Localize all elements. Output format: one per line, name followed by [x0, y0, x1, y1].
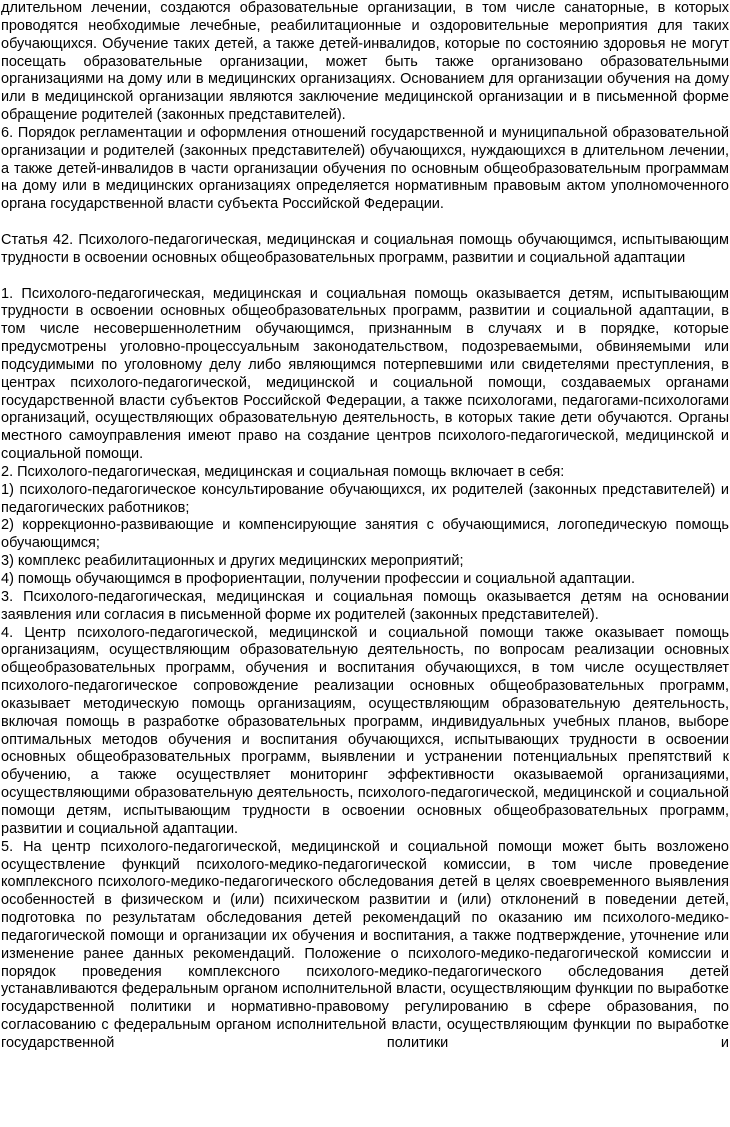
list-item-1: 1) психолого-педагогическое консультирование обучающихся, их родителей (законных представителей) и педагогических работников; [1, 481, 729, 516]
blank-line [1, 268, 729, 286]
paragraph-item-2: 2. Психолого-педагогическая, медицинская и социальная помощь включает в себя: [1, 463, 565, 480]
paragraph-item-3: 3. Психолого-педагогическая, медицинская и социальная помощь оказывается детям на основании заявления или согласия в письменной форме их родителей (законных представителей). [1, 588, 729, 623]
blank-line [1, 214, 729, 232]
paragraph-item-6: 6. Порядок регламентации и оформления отношений государственной и муниципальной образовательной организации и родителей (законных представителей) обучающихся, нуждающихся в длительном лечении, а также детей-инвалидов в части организации обучения по основным общеобразовательным программам на дому или в медицинских организациях определяется нормативным правовым актом уполномоченного органа государственной власти субъекта Российской Федерации. [1, 124, 729, 213]
list-item-3: 3) комплекс реабилитационных и других медицинских мероприятий; [1, 553, 464, 570]
paragraph-item-1: 1. Психолого-педагогическая, медицинская и социальная помощь оказывается детям, испытывающим трудности в освоении основных общеобразовательных программ, развитии и социальной адаптации, в том числе несовершеннолетним обучающимся, признанным в случаях и в порядке, которые предусмотрены уголовно-процессуальным законодательством, подозреваемыми, обвиняемыми или подсудимыми по уголовному делу либо являющимся потерпевшими или свидетелями преступления, в центрах психолого-педагогической, медицинской и социальной помощи, создаваемых органами государственной власти субъектов Российской Федерации, а также психологами, педагогами-психологами организаций, осуществляющих образовательную деятельность, в которых такие дети обучаются. Органы местного самоуправления имеют право на создание центров психолого-педагогической, медицинской и социальной помощи. [1, 285, 729, 463]
paragraph-item-4: 4. Центр психолого-педагогической, медицинской и социальной помощи также оказывает помощь организациям, осуществляющим образовательную деятельность, по вопросам реализации основных общеобразовательных программ, обучения и воспитания обучающихся, в том числе осуществляет психолого-педагогическое сопровождение реализации основных общеобразовательных программ, оказывает методическую помощь организациям, осуществляющим образовательную деятельность, включая помощь в разработке образовательных программ, индивидуальных учебных планов, выборе оптимальных методов обучения и воспитания обучающихся, испытывающих трудности в освоении основных общеобразовательных программ, выявлении и устранении потенциальных препятствий к обучению, а также осуществляет мониторинг эффективности оказываемой организациями, осуществляющими образовательную деятельность, психолого-педагогической, медицинской и социальной помощи детям, испытывающим трудности в освоении основных общеобразовательных программ, развитии и социальной адаптации. [1, 624, 729, 837]
paragraph-item-5: 5. На центр психолого-педагогической, медицинской и социальной помощи может быть возложено осуществление функций психолого-медико-педагогической комиссии, в том числе проведение комплексного психолого-медико-педагогического обследования детей в целях своевременного выявления особенностей в физическом и (или) психическом развитии и (или) отклонений в поведении детей, подготовка по результатам обследования детей рекомендаций по оказанию им психолого-медико-педагогической помощи и организации их обучения и воспитания, а также подтверждение, уточнение или изменение ранее данных рекомендаций. Положение о психолого-медико-педагогической комиссии и порядок проведения комплексного психолого-медико-педагогического обследования детей устанавливаются федеральным органом исполнительной власти, осуществляющим функции по выработке государственной политики и нормативно-правовому регулированию в сфере образования, по согласованию с федеральным органом исполнительной власти, осуществляющим функции по выработке государственной политики и [1, 838, 729, 1051]
paragraph-continuation: длительном лечении, создаются образовательные организации, в том числе санаторные, в которых проводятся необходимые лечебные, реабилитационные и оздоровительные мероприятия для таких обучающихся. Обучение таких детей, а также детей-инвалидов, которые по состоянию здоровья не могут посещать образовательные организации, может быть также организовано образовательными организациями на дому или в медицинских организациях. Основанием для организации обучения на дому или в медицинской организации являются заключение медицинской организации и в письменной форме обращение родителей (законных представителей). [1, 0, 729, 124]
article-42-title: Статья 42. Психолого-педагогическая, медицинская и социальная помощь обучающимся, испытывающим трудности в освоении основных общеобразовательных программ, развитии и социальной адаптации [1, 231, 729, 266]
list-item-2: 2) коррекционно-развивающие и компенсирующие занятия с обучающимися, логопедическую помощь обучающимся; [1, 517, 729, 552]
list-item-4: 4) помощь обучающимся в профориентации, получении профессии и социальной адаптации. [1, 571, 636, 587]
